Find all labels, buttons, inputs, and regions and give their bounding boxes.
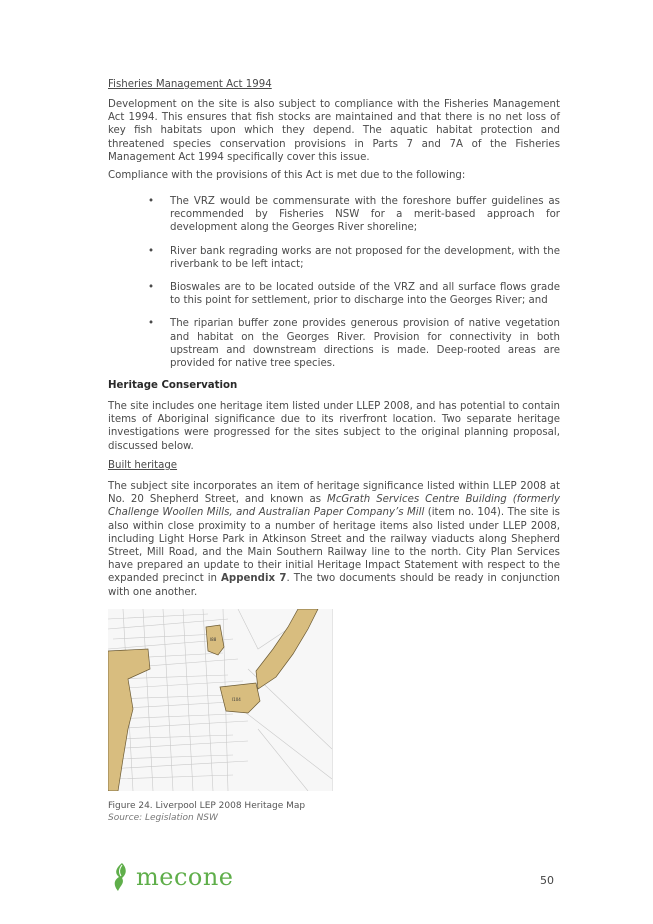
map-label-i88: I88 — [210, 637, 217, 642]
text-run: (item no. 104). The site is also within close proximity to a number of heritage items also listed under LLEP 2008, including Light Horse Park in Atkinson Street and the railway viaducts along Shepherd Street, Mill Road, and the Main Southern Railway line to the north. City Plan Services have prepared an update to their initial Heritage Impact Statement with respect to the expanded precinct in — [108, 507, 560, 585]
fisheries-paragraph-1: Development on the site is also subject to compliance with the Fisheries Management Act 1994. This ensures that fish stocks are maintained and that there is no net loss of key fish habitats upon which they depend. The aquatic habitat protection and threatened species conservation provisions in Parts 7 and 7A of the Fisheries Management Act 1994 specifically cover this issue. — [108, 99, 560, 163]
text-run: . The two documents should be ready in conjunction with one another. — [108, 573, 560, 598]
mecone-logo — [110, 862, 234, 892]
heritage-paragraph: The site includes one heritage item listed under LLEP 2008, and has potential to contain items of Aboriginal significance due to its riverfront location. Two separate heritage investigations were progressed for the sites subject to the original planning proposal, discussed below. — [108, 401, 560, 452]
leaf-icon — [110, 862, 132, 892]
brand-wordmark: mecone — [136, 863, 234, 891]
page-number: 50 — [540, 874, 554, 887]
map-label-i104: I104 — [232, 697, 241, 702]
built-heritage-paragraph — [108, 480, 560, 599]
text-run: The subject site incorporates an item of heritage significance listed within LLEP 2008 at No. 20 Shepherd Street, and known as — [108, 481, 560, 506]
list-item — [108, 281, 560, 307]
fisheries-bullet-list — [108, 195, 560, 370]
list-item — [108, 317, 560, 370]
list-item — [108, 195, 560, 235]
heritage-map-drawing — [108, 609, 332, 791]
heritage-heading: Heritage Conservation — [108, 380, 238, 391]
bullet-text: River bank regrading works are not proposed for the development, with the riverbank to be left intact; — [170, 245, 560, 270]
heritage-area-river-foreshore — [256, 609, 318, 689]
figure-caption: Figure 24. Liverpool LEP 2008 Heritage Map — [108, 801, 306, 811]
heritage-area-west — [108, 649, 150, 791]
list-item — [108, 245, 560, 271]
bullet-icon: • — [148, 196, 155, 207]
bullet-text: The riparian buffer zone provides generous provision of native vegetation and habitat on the Georges River. Provision for connectivity in both upstream and downstream directions is made. Deep-rooted areas are provided for native tree species. — [170, 318, 560, 370]
heritage-item-name: McGrath Services Centre Building (formerly Challenge Woollen Mills, and Australian Paper Company’s Mill — [108, 494, 560, 519]
fisheries-heading: Fisheries Management Act 1994 — [108, 79, 272, 90]
bullet-text: The VRZ would be commensurate with the foreshore buffer guidelines as recommended by Fisheries NSW for a merit-based approach for development along the Georges River shoreline; — [170, 196, 560, 234]
built-heritage-heading: Built heritage — [108, 460, 178, 471]
figure-source: Source: Legislation NSW — [108, 813, 218, 823]
appendix-reference: Appendix 7 — [221, 573, 287, 585]
bullet-text: Bioswales are to be located outside of the VRZ and all surface flows grade to this point for settlement, prior to discharge into the Georges River; and — [170, 282, 560, 307]
bullet-icon: • — [148, 282, 155, 294]
heritage-map — [108, 609, 333, 791]
fisheries-paragraph-2: Compliance with the provisions of this Act is met due to the following: — [108, 170, 466, 181]
bullet-icon: • — [148, 245, 155, 257]
bullet-icon: • — [148, 318, 155, 330]
